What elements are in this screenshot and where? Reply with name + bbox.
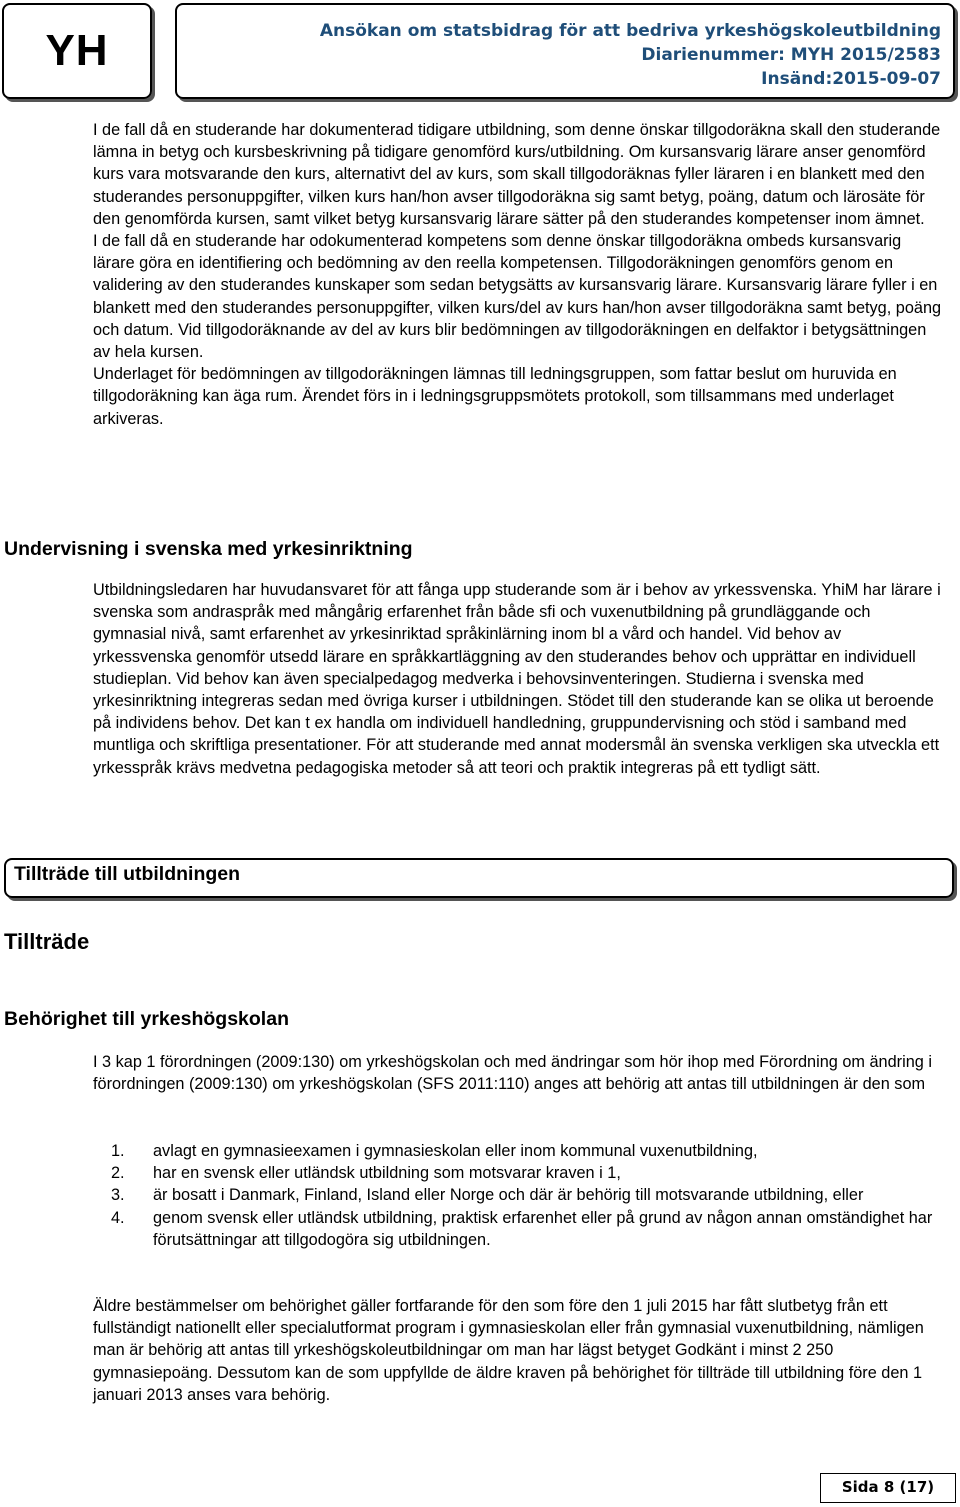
eligibility-requirements-list bbox=[93, 1140, 943, 1251]
eligibility-intro bbox=[93, 1051, 943, 1095]
page-number: Sida 8 (17) bbox=[820, 1473, 956, 1503]
list-item bbox=[93, 1207, 943, 1251]
list-item bbox=[93, 1140, 943, 1162]
document-header bbox=[175, 3, 955, 99]
header-submitted-date: Insänd:2015-09-07 bbox=[761, 69, 941, 89]
eligibility-intro-text: I 3 kap 1 förordningen (2009:130) om yrkeshögskolan och med ändringar som hör ihop med Förordning om ändring i förordningen (2009:130) om yrkeshögskolan (SFS 2011:110) anges att behörig att antas till utbildningen är den som bbox=[93, 1053, 932, 1094]
list-item-text: genom svensk eller utländsk utbildning, praktisk erfarenhet eller på grund av någon annan omständighet har förutsättningar att tillgodogöra sig utbildningen. bbox=[153, 1208, 933, 1249]
credit-paragraph-decision: Underlaget för bedömningen av tillgodoräkningen lämnas till ledningsgruppen, som fattar beslut om huruvida en tillgodoräkning kan äga rum. Ärendet förs in i ledningsgruppsmötets protokoll, som tillsammans med underlaget arkiveras. bbox=[93, 365, 897, 428]
credit-paragraph-undocumented: I de fall då en studerande har odokumenterad kompetens som denne önskar tillgodoräkna ombeds kursansvarig lärare göra en identifiering och bedömning av den reella kompetensen. Tillgodoräkningen genomförs genom en validering av den studerandes kunskaper som sedan betygsätts av kursansvarig lärare. Kursansvarig lärare fyller i en blankett med den studerandes personuppgifter, vilken kurs/del av kurs han/hon avser tillgodoräkna samt betyg, poäng och datum. Vid tillgodoräknande av del av kurs blir bedömningen av tillgodoräkningen en delfaktor i betygsättningen av hela kursen. bbox=[93, 232, 942, 362]
yh-logo-box bbox=[2, 3, 152, 99]
older-rules-text: Äldre bestämmelser om behörighet gäller fortfarande för den som före den 1 juli 2015 har fått slutbetyg från ett fullständigt nationellt eller specialutformat program i gymnasieskolan eller från gymnasial vuxenutbildning, nämligen man är behörig att antas till yrkeshögskoleutbildningar om man har lägst betyget Godkänt i minst 2 250 gymnasiepoäng. Dessutom kan de som uppfyllde de äldre kraven på behörighet för tillträde till utbildning före den 1 januari 2013 anses vara behörig. bbox=[93, 1297, 924, 1404]
list-item bbox=[93, 1162, 943, 1184]
credit-paragraph-documented: I de fall då en studerande har dokumenterad tidigare utbildning, som denne önskar tillgodoräkna skall den studerande lämna in betyg och kursbeskrivning på tidigare genomförd kurs/utbildning. Om kursansvarig lärare anser genomförd kurs vara motsvarande den kurs, alternativt del av kurs, som skall tillgodoräknas fyller läraren i en blankett med den studerandes personuppgifter, vilken kurs han/hon avser tillgodoräkna sig samt betyg, poäng, datum och lärosäte för den genomförda kursen, samt vilket betyg kursansvarig lärare sätter på den studerandes kompetenser inom ämnet. bbox=[93, 121, 941, 228]
credit-transfer-section bbox=[93, 119, 943, 430]
list-item-text: avlagt en gymnasieexamen i gymnasieskolan eller inom kommunal vuxenutbildning, bbox=[153, 1142, 758, 1160]
list-item-number: 1. bbox=[111, 1142, 125, 1160]
header-title: Ansökan om statsbidrag för att bedriva yrkeshögskoleutbildning bbox=[319, 21, 941, 41]
older-rules-section bbox=[93, 1295, 943, 1406]
list-item-text: har en svensk eller utländsk utbildning som motsvarar kraven i 1, bbox=[153, 1164, 621, 1183]
list-item-number: 4. bbox=[111, 1208, 125, 1227]
swedish-paragraph: Utbildningsledaren har huvudansvaret för att fånga upp studerande som är i behov av yrkessvenska. YhiM har lärare i svenska som andraspråk med mångårig erfarenhet från både sfi och vuxenutbildning på grundläggande och gymnasial nivå, samt erfarenhet av yrkesinriktad språkinlärning inom bl a vård och handel. Vid behov av yrkessvenska genomför utsedd lärare en språkkartläggning av den studerandes behov och upprättar en individuell studieplan. Vid behov kan även specialpedagog medverka i behovsinventeringen. Studierna i svenska med yrkesinriktning integreras sedan med övriga kurser i utbildningen. Stödet till den studerande kan se olika ut beroende på individens behov. Det kan t ex handla om individuell handledning, gruppundervisning och stöd i samband med muntliga och skriftliga presentationer. För att studerande med annat modersmål än svenska verkligen ska utveckla ett yrkesspråk krävs medvetna pedagogiska metoder så att teori och praktik integreras på ett tydligt sätt. bbox=[93, 581, 941, 777]
list-item-number: 3. bbox=[111, 1186, 125, 1205]
yh-logo: YH bbox=[45, 26, 109, 75]
header-diary-number: Diarienummer: MYH 2015/2583 bbox=[641, 45, 941, 65]
admission-box-heading: Tillträde till utbildningen bbox=[4, 858, 954, 898]
list-item-number: 2. bbox=[111, 1164, 125, 1183]
swedish-section-heading: Undervisning i svenska med yrkesinriktning bbox=[4, 538, 413, 560]
swedish-section-body bbox=[93, 579, 943, 779]
eligibility-heading: Behörighet till yrkeshögskolan bbox=[4, 1008, 289, 1030]
admission-heading: Tillträde bbox=[4, 929, 90, 954]
list-item bbox=[93, 1184, 943, 1206]
list-item-text: är bosatt i Danmark, Finland, Island eller Norge och där är behörig till motsvarande utbildning, eller bbox=[153, 1186, 864, 1205]
